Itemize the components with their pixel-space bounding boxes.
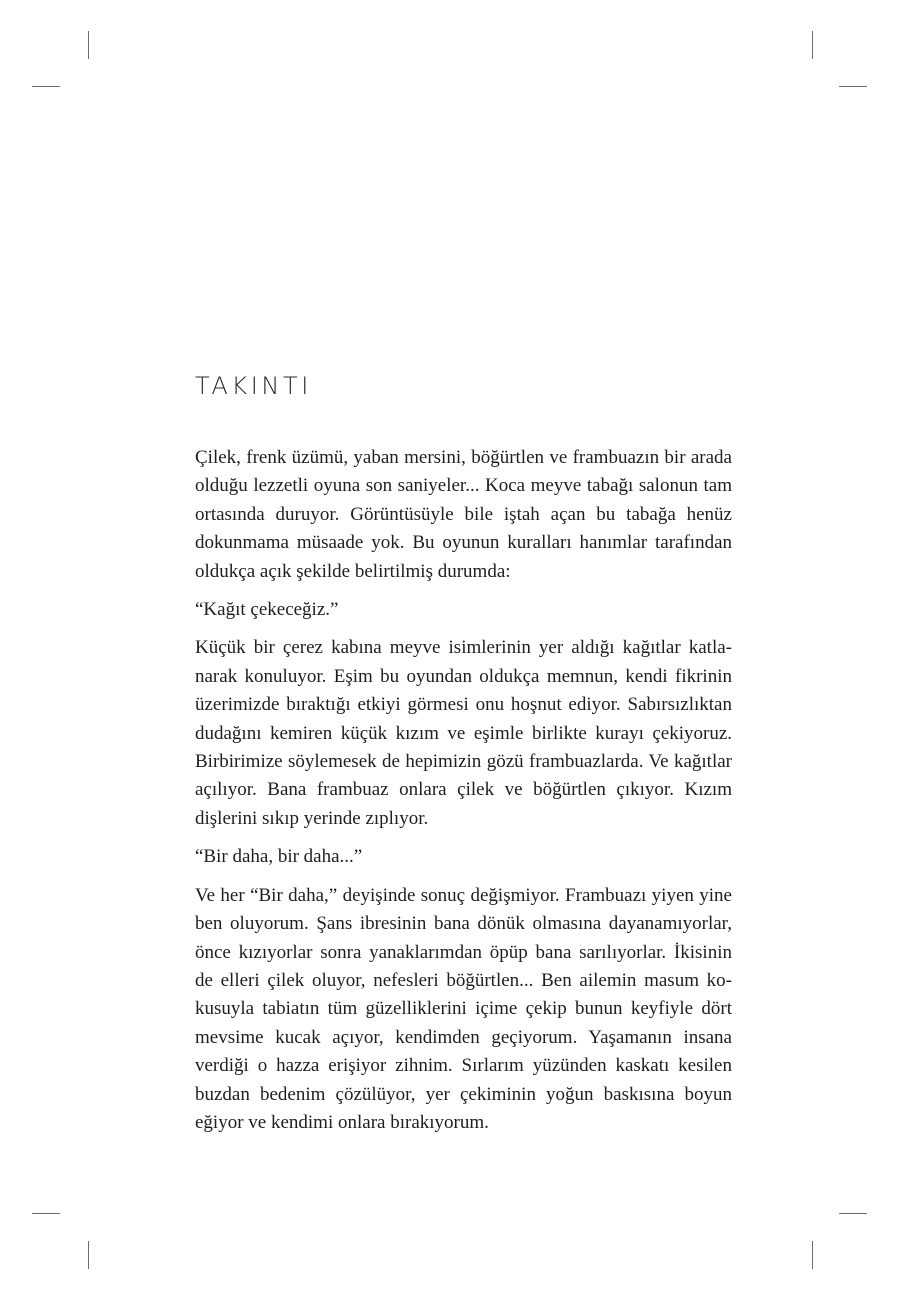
paragraph-drawing-lots: Küçük bir çerez kabına meyve isimlerinin yer aldığı kağıtlar katlanarak konuluyor. Eşim bu oyundan oldukça memnun, kendi fikrinin üzerimizde bıraktığı etkiyi görmesi onu hoşnut ediyor. Sabırsızlıktan dudağını kemiren küçük kızım ve eşimle birlikte kurayı çekiyoruz. Birbirimize söylemesek de hepimizin gözü frambuazlarda. Ve kağıtlar açılıyor. Bana frambuaz onlara çilek ve böğürtlen çıkıyor. Kızım dişlerini sıkıp yerinde zıplıyor. xyxy=(195,637,732,829)
crop-mark-top-left-vertical xyxy=(88,31,89,59)
crop-mark-top-right-vertical xyxy=(812,31,813,59)
paragraph-quote-draw-paper: “Kağıt çekeceğiz.” xyxy=(195,599,339,621)
chapter-body xyxy=(195,444,732,1147)
crop-mark-bottom-left-horizontal xyxy=(32,1213,60,1214)
paragraph-intro: Çilek, frenk üzümü, yaban mersini, böğürtlen ve frambuazın bir arada olduğu lezzetli oyuna son saniyeler... Koca meyve tabağı salonun tam ortasında duruyor. Görüntüsüyle bile iştah açan bu tabağa henüz dokunmama müsaade yok. Bu oyunun kuralları hanımlar tarafından oldukça açık şekilde belirtilmiş durumda: xyxy=(195,447,732,582)
crop-mark-bottom-left-vertical xyxy=(88,1241,89,1269)
chapter-title: TAKINTI xyxy=(195,372,312,400)
paragraph-quote-again: “Bir daha, bir daha...” xyxy=(195,846,363,868)
paragraph-conclusion: Ve her “Bir daha,” deyişinde sonuç değişmiyor. Frambuazı yiyen yine ben oluyorum. Şans ibresinin bana dönük olmasına dayanamıyorlar, önce kızıyorlar sonra yanaklarımdan öpüp bana sarılıyorlar. İkisinin de elleri çilek oluyor, nefesleri böğürtlen... Ben ailemin masum kokusuyla tabiatın tüm güzelliklerini içime çekip bunun keyfiyle dört mevsime kucak açıyor, kendimden geçiyorum. Yaşamanın insana verdiği o hazza erişiyor zihnim. Sırlarım yüzünden kaskatı kesilen buzdan bedenim çözülüyor, yer çekiminin yoğun baskısına boyun eğiyor ve kendimi onlara bırakıyorum. xyxy=(195,884,732,1133)
crop-mark-top-right-horizontal xyxy=(839,86,867,87)
crop-mark-bottom-right-vertical xyxy=(812,1241,813,1269)
crop-mark-top-left-horizontal xyxy=(32,86,60,87)
crop-mark-bottom-right-horizontal xyxy=(839,1213,867,1214)
